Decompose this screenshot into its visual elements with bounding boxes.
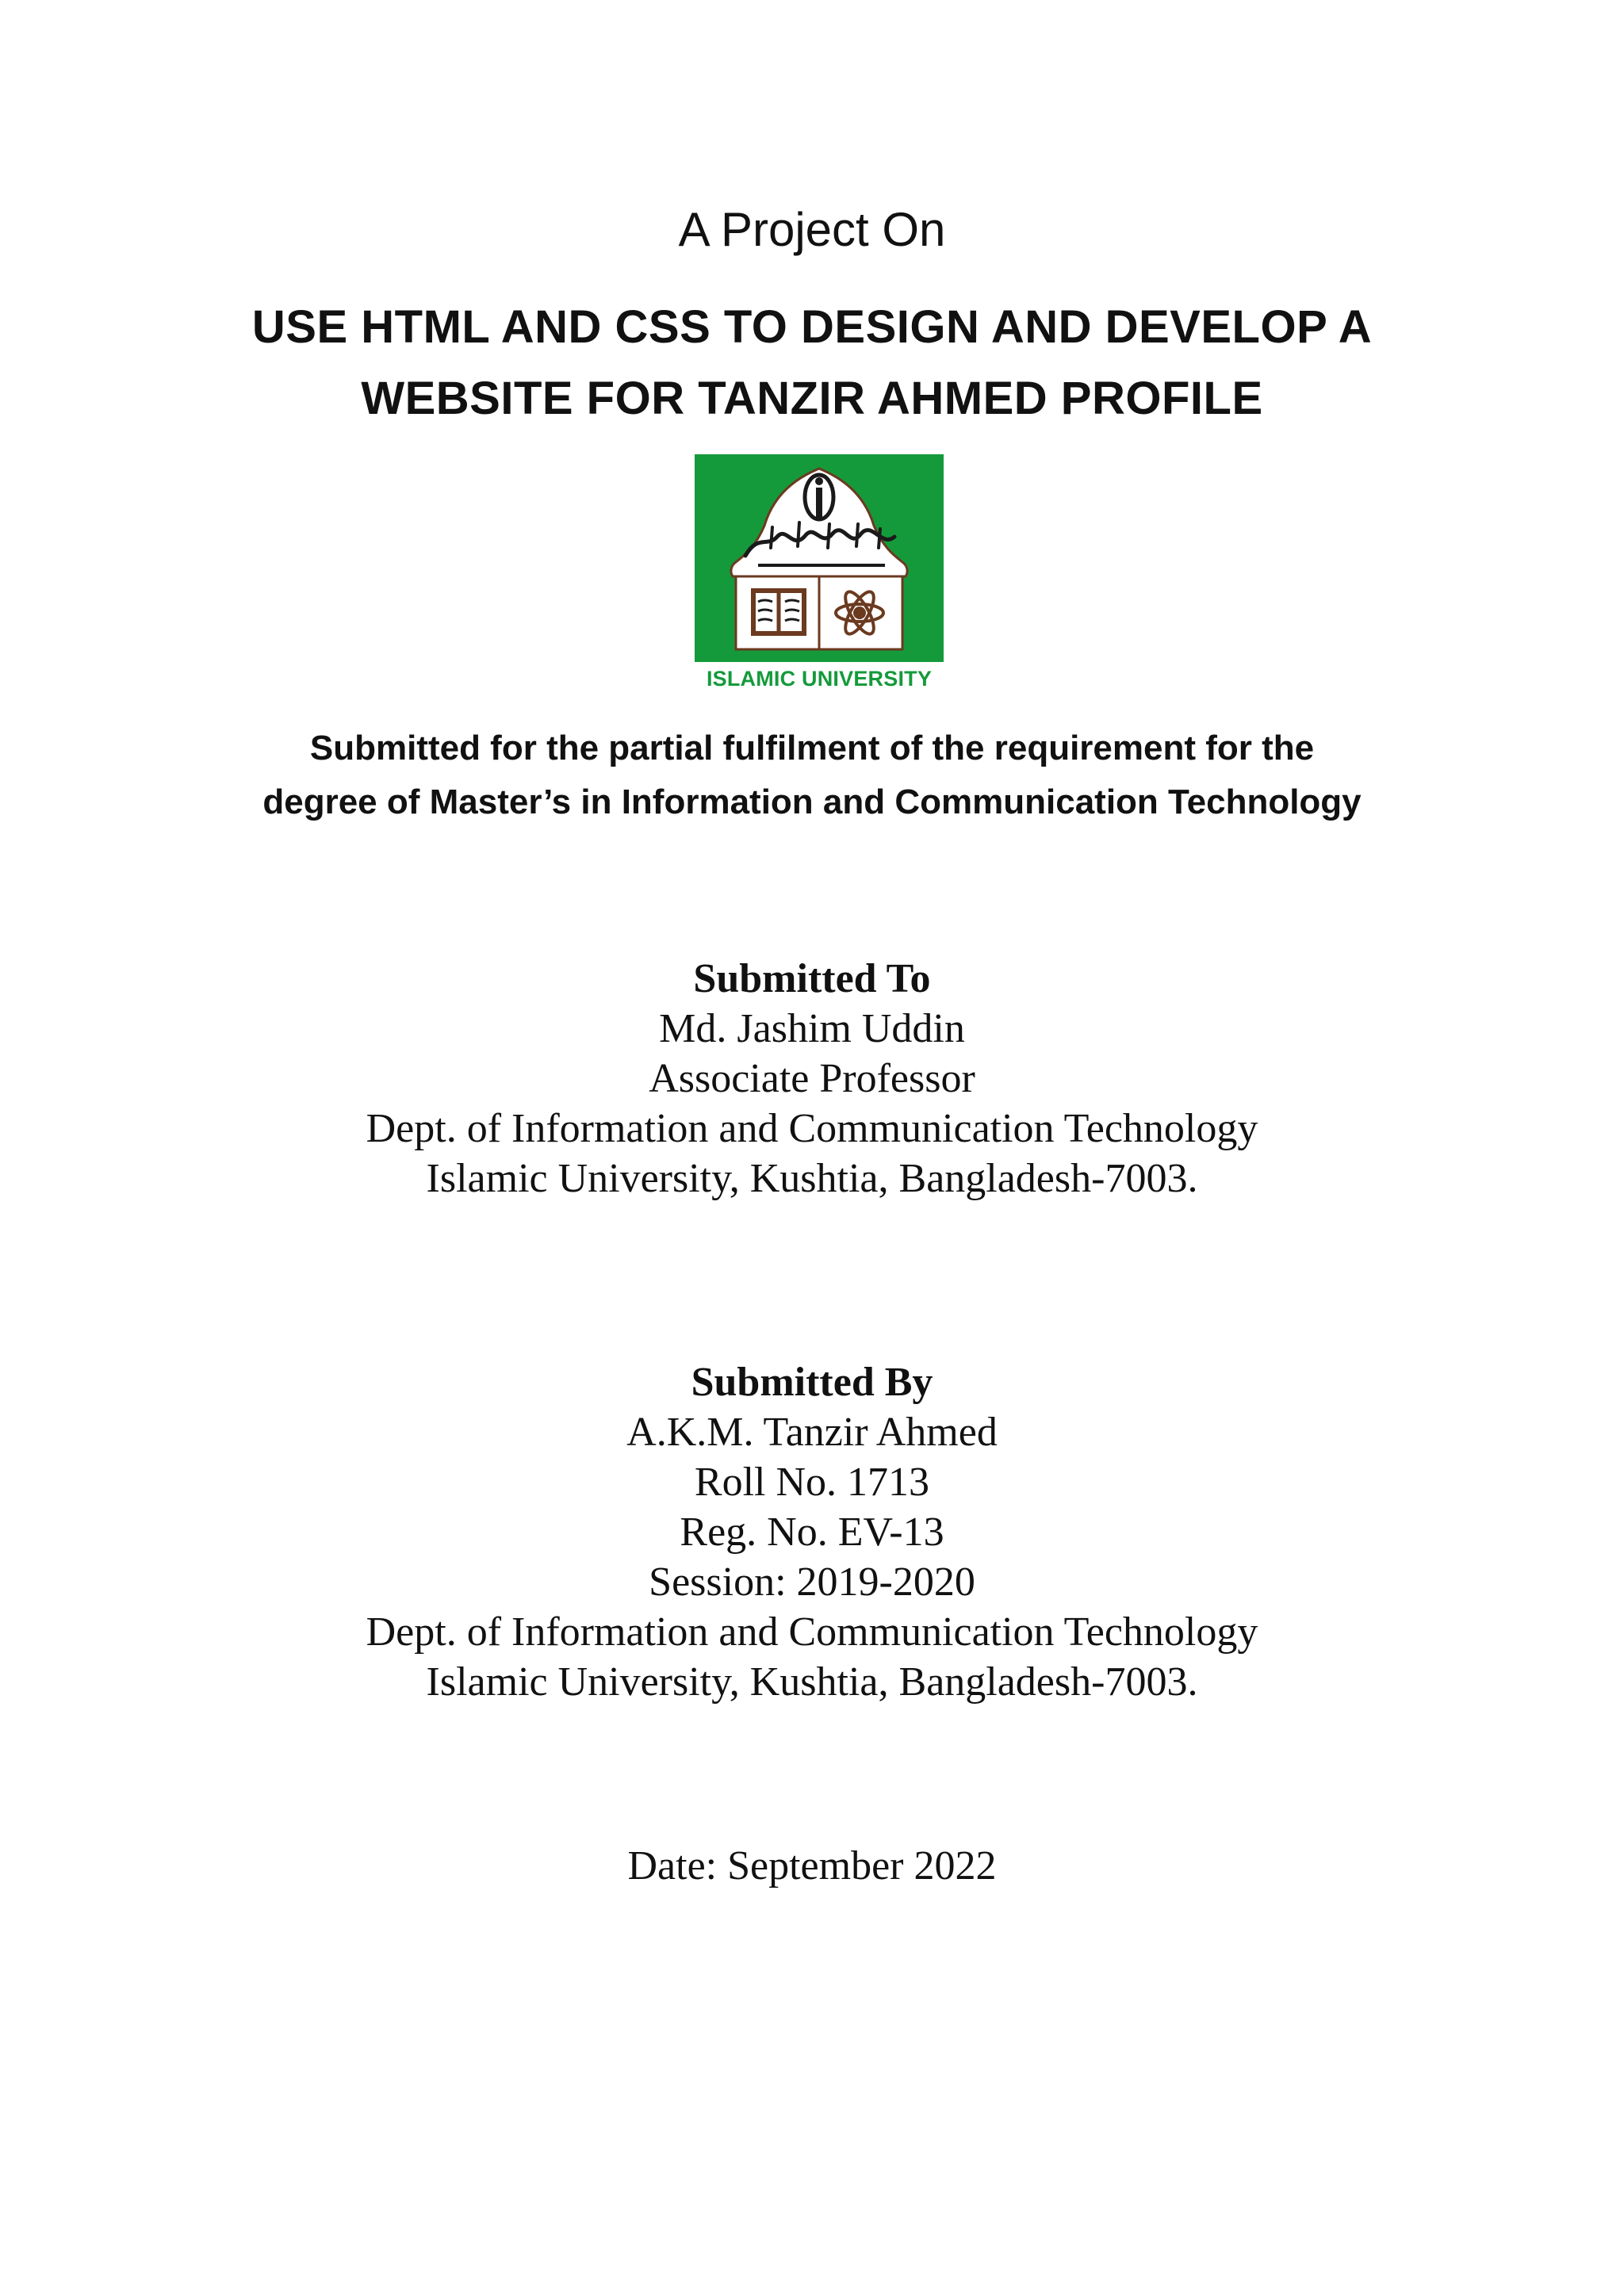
submission-date (0, 1841, 1624, 1891)
university-logo (695, 454, 944, 697)
purpose-line-2: degree of Master’s in Information and Communication Technology (262, 783, 1362, 821)
submitted-by-heading: Submitted By (691, 1360, 933, 1405)
supervisor-university: Islamic University, Kushtia, Bangladesh-7003. (426, 1156, 1198, 1201)
subtitle-text: A Project On (678, 203, 946, 256)
purpose-line-1: Submitted for the partial fulfilment of the requirement for the (309, 729, 1315, 767)
student-session: Session: 2019-2020 (649, 1559, 975, 1605)
student-reg: Reg. No. EV-13 (680, 1510, 944, 1555)
project-subtitle (0, 198, 1624, 262)
supervisor-title: Associate Professor (649, 1056, 975, 1101)
purpose-statement (0, 721, 1624, 829)
supervisor-name: Md. Jashim Uddin (659, 1006, 965, 1051)
submitted-to-heading: Submitted To (693, 956, 931, 1001)
student-roll: Roll No. 1713 (694, 1460, 930, 1505)
submitted-to-section (0, 954, 1624, 1203)
date-text: Date: September 2022 (627, 1843, 997, 1888)
project-title (0, 292, 1624, 434)
supervisor-department: Dept. of Information and Communication Technology (366, 1106, 1258, 1151)
islamic-university-logo-icon (695, 454, 944, 697)
title-line-2: WEBSITE FOR TANZIR AHMED PROFILE (361, 373, 1263, 424)
student-university: Islamic University, Kushtia, Bangladesh-7003. (426, 1659, 1198, 1705)
student-department: Dept. of Information and Communication Technology (366, 1609, 1258, 1655)
title-line-1: USE HTML AND CSS TO DESIGN AND DEVELOP A (251, 301, 1373, 353)
submitted-by-section (0, 1357, 1624, 1707)
logo-caption: ISLAMIC UNIVERSITY (706, 667, 933, 691)
student-name: A.K.M. Tanzir Ahmed (626, 1410, 998, 1455)
